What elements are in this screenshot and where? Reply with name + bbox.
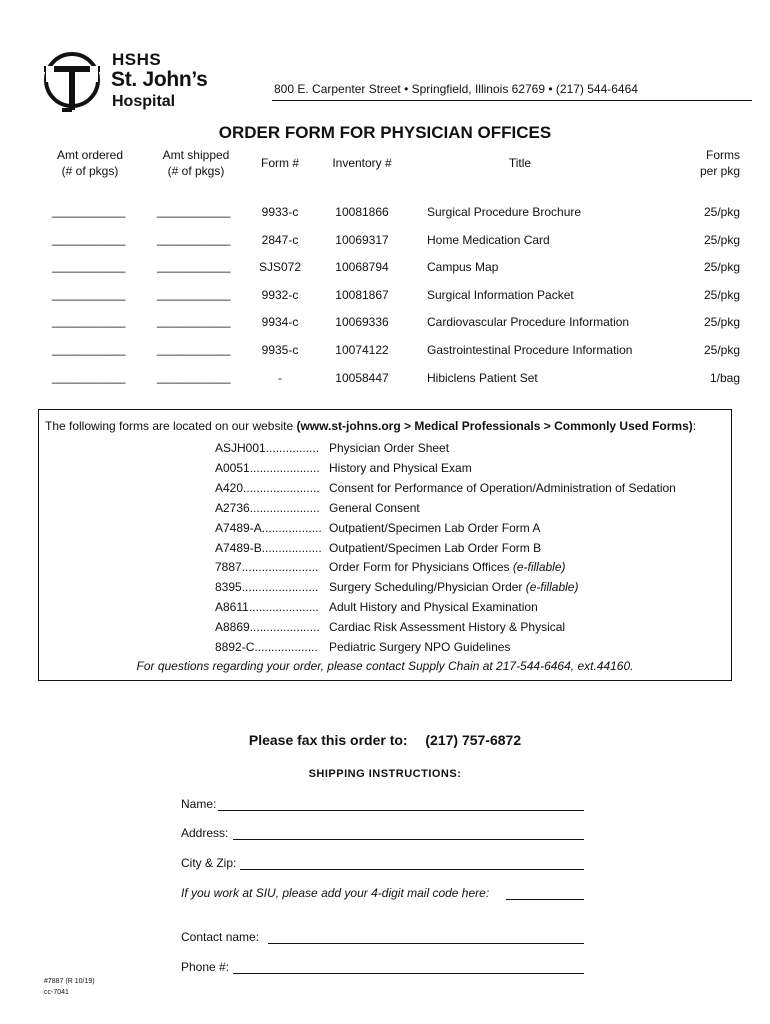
col-header-forms-per-line1: Forms bbox=[706, 148, 740, 162]
address-field[interactable] bbox=[233, 839, 584, 840]
amt-ordered-field[interactable]: ___________ bbox=[52, 314, 126, 328]
col-header-forms-per-line2: per pkg bbox=[699, 164, 740, 178]
row-inventory-number: 10058447 bbox=[335, 371, 389, 385]
hospital-logo-icon bbox=[42, 48, 102, 118]
name-field-label: Name: bbox=[181, 797, 217, 811]
website-form-code-text: A2736 bbox=[215, 500, 250, 515]
leader-dots: .................. bbox=[261, 540, 322, 555]
row-title: Cardiovascular Procedure Information bbox=[427, 315, 630, 329]
amt-ordered-field[interactable]: ___________ bbox=[52, 232, 126, 246]
row-forms-per-pkg: 25/pkg bbox=[703, 343, 740, 357]
website-form-code-text: ASJH001 bbox=[215, 441, 266, 455]
fax-number: (217) 757-6872 bbox=[425, 732, 522, 748]
row-forms-per-pkg: 25/pkg bbox=[703, 205, 740, 219]
amt-ordered-field[interactable]: ___________ bbox=[52, 204, 126, 218]
leader-dots: ....................... bbox=[241, 560, 319, 575]
row-inventory-number: 10069336 bbox=[335, 315, 389, 329]
row-inventory-number: 10074122 bbox=[335, 343, 389, 357]
amt-ordered-field[interactable]: ___________ bbox=[52, 287, 126, 301]
row-forms-per-pkg: 1/bag bbox=[709, 371, 740, 385]
website-form-code bbox=[215, 461, 320, 475]
website-form-code bbox=[215, 481, 320, 495]
amt-shipped-field[interactable]: ___________ bbox=[157, 287, 231, 301]
website-form-title-text: Adult History and Physical Examination bbox=[329, 600, 538, 615]
amt-ordered-field[interactable]: ___________ bbox=[52, 342, 126, 356]
amt-ordered-field[interactable]: ___________ bbox=[52, 370, 126, 384]
city-zip-field[interactable] bbox=[240, 869, 584, 870]
website-form-code bbox=[215, 580, 318, 594]
website-form-title-text: Order Form for Physicians Offices bbox=[329, 560, 513, 575]
row-inventory-number: 10081866 bbox=[335, 205, 389, 219]
website-form-title[interactable] bbox=[329, 640, 510, 654]
hospital-address: 800 E. Carpenter Street • Springfield, Illinois 62769 • (217) 544-6464 bbox=[274, 82, 638, 96]
website-form-code-text: A0051 bbox=[215, 460, 250, 475]
form-title: ORDER FORM FOR PHYSICIAN OFFICES bbox=[218, 123, 552, 142]
amt-shipped-field[interactable]: ___________ bbox=[157, 314, 231, 328]
logo-hospital-word: Hospital bbox=[112, 93, 176, 110]
row-title: Surgical Procedure Brochure bbox=[427, 205, 582, 219]
phone-field[interactable] bbox=[233, 973, 584, 974]
website-form-title[interactable] bbox=[329, 481, 676, 495]
fillable-note: (e-fillable) bbox=[512, 560, 566, 575]
row-title: Gastrointestinal Procedure Information bbox=[427, 343, 633, 357]
shipping-heading: SHIPPING INSTRUCTIONS: bbox=[308, 768, 462, 780]
amt-ordered-field[interactable]: ___________ bbox=[52, 259, 126, 273]
website-form-title[interactable] bbox=[329, 521, 540, 535]
website-form-code bbox=[215, 521, 322, 535]
city-zip-field-label: City & Zip: bbox=[181, 856, 237, 870]
website-form-title[interactable] bbox=[329, 560, 566, 574]
row-inventory-number: 10068794 bbox=[335, 260, 389, 274]
website-form-code bbox=[215, 501, 320, 515]
logo-hshs-text: HSHS bbox=[112, 50, 162, 69]
row-form-number: - bbox=[278, 371, 282, 385]
website-form-title[interactable] bbox=[329, 461, 472, 475]
website-form-title-text: Consent for Performance of Operation/Administration of Sedation bbox=[329, 480, 676, 495]
row-forms-per-pkg: 25/pkg bbox=[703, 233, 740, 247]
row-form-number: 9933-c bbox=[261, 205, 299, 219]
leader-dots: ..................... bbox=[249, 460, 320, 475]
row-title: Surgical Information Packet bbox=[427, 288, 574, 302]
phone-field-label: Phone #: bbox=[181, 960, 230, 974]
website-form-title[interactable] bbox=[329, 501, 420, 515]
col-header-inventory: Inventory # bbox=[332, 156, 392, 170]
leader-dots: .................. bbox=[261, 520, 322, 535]
website-form-code bbox=[215, 560, 318, 574]
amt-shipped-field[interactable]: ___________ bbox=[157, 259, 231, 273]
amt-shipped-field[interactable]: ___________ bbox=[157, 342, 231, 356]
row-inventory-number: 10069317 bbox=[335, 233, 389, 247]
fax-label: Please fax this order to: bbox=[248, 732, 408, 748]
row-title: Hibiclens Patient Set bbox=[427, 371, 538, 385]
website-form-title-text: Outpatient/Specimen Lab Order Form B bbox=[329, 540, 542, 555]
row-inventory-number: 10081867 bbox=[335, 288, 389, 302]
website-form-title[interactable] bbox=[329, 580, 578, 594]
row-form-number: 9932-c bbox=[261, 288, 299, 302]
contact-name-label: Contact name: bbox=[181, 930, 260, 944]
website-form-title[interactable] bbox=[329, 441, 449, 455]
website-form-title-text: Pediatric Surgery NPO Guidelines bbox=[329, 640, 511, 654]
supply-chain-note: For questions regarding your order, please contact Supply Chain at 217-544-6464, ext.44160. bbox=[136, 659, 634, 673]
leader-dots: ..................... bbox=[249, 500, 320, 515]
website-form-code bbox=[215, 541, 322, 555]
col-header-forms-per-pkg bbox=[660, 147, 740, 179]
website-form-title[interactable] bbox=[329, 620, 565, 634]
row-title: Campus Map bbox=[427, 260, 499, 274]
website-form-code-text: 7887 bbox=[215, 560, 242, 575]
name-field[interactable] bbox=[218, 810, 584, 811]
amt-shipped-field[interactable]: ___________ bbox=[157, 232, 231, 246]
website-form-code-text: A8611 bbox=[215, 600, 249, 615]
row-title: Home Medication Card bbox=[427, 233, 550, 247]
leader-dots: ....................... bbox=[243, 480, 320, 495]
col-header-amt-shipped-line1: Amt shipped bbox=[162, 148, 230, 162]
website-form-title[interactable] bbox=[329, 541, 541, 555]
website-form-code-text: A8869 bbox=[215, 620, 250, 635]
website-form-title-text: Outpatient/Specimen Lab Order Form A bbox=[329, 520, 541, 535]
row-forms-per-pkg: 25/pkg bbox=[703, 288, 740, 302]
col-header-amt-ordered bbox=[40, 147, 140, 179]
website-form-code bbox=[215, 620, 320, 634]
siu-mail-code-label: If you work at SIU, please add your 4-digit mail code here: bbox=[181, 886, 490, 900]
amt-shipped-field[interactable]: ___________ bbox=[157, 204, 231, 218]
col-header-amt-ordered-line1: Amt ordered bbox=[56, 148, 124, 162]
website-form-title-text: General Consent bbox=[329, 500, 420, 515]
col-header-title: Title bbox=[508, 156, 532, 170]
leader-dots: ....................... bbox=[241, 580, 319, 595]
leader-dots: ..................... bbox=[248, 600, 319, 615]
contact-name-field[interactable] bbox=[268, 943, 584, 944]
row-forms-per-pkg: 25/pkg bbox=[703, 315, 740, 329]
website-form-code-text: A7489-A bbox=[215, 520, 262, 535]
website-form-code-text: 8395 bbox=[215, 580, 242, 595]
col-header-amt-shipped bbox=[145, 147, 247, 179]
website-path-link[interactable]: (www.st-johns.org > Medical Professionals > Commonly Used Forms) bbox=[296, 419, 693, 433]
address-field-label: Address: bbox=[181, 826, 229, 840]
form-code: cc-7041 bbox=[44, 989, 69, 996]
website-form-code-text: 8892-C bbox=[215, 640, 255, 654]
col-header-amt-shipped-line2: (# of pkgs) bbox=[167, 164, 225, 178]
website-form-code-text: A7489-B bbox=[215, 540, 262, 555]
amt-shipped-field[interactable]: ___________ bbox=[157, 370, 231, 384]
row-form-number: 9934-c bbox=[261, 315, 299, 329]
website-form-code bbox=[215, 441, 319, 455]
website-intro-text: The following forms are located on our website bbox=[45, 419, 297, 433]
leader-dots: ..................... bbox=[249, 620, 320, 635]
website-form-title-text: Surgery Scheduling/Physician Order bbox=[329, 580, 526, 595]
logo-hospital-name: St. John’s bbox=[111, 68, 208, 91]
fillable-note: (e-fillable) bbox=[525, 580, 579, 595]
website-form-title[interactable] bbox=[329, 600, 538, 614]
header-divider bbox=[272, 100, 752, 101]
leader-dots: ................ bbox=[265, 441, 320, 455]
website-form-code bbox=[215, 600, 319, 614]
row-form-number: SJS072 bbox=[258, 260, 302, 274]
col-header-form: Form # bbox=[260, 156, 299, 170]
website-form-title-text: History and Physical Exam bbox=[329, 460, 472, 475]
row-forms-per-pkg: 25/pkg bbox=[703, 260, 740, 274]
website-intro bbox=[45, 419, 696, 433]
website-form-code-text: A420 bbox=[215, 480, 244, 495]
website-intro-colon: : bbox=[692, 419, 697, 433]
row-form-number: 2847-c bbox=[261, 233, 299, 247]
fax-instruction bbox=[0, 732, 770, 748]
col-header-amt-ordered-line2: (# of pkgs) bbox=[61, 164, 119, 178]
form-number: #7887 (R 10/19) bbox=[44, 978, 95, 985]
website-form-title-text: Physician Order Sheet bbox=[329, 441, 450, 455]
siu-mail-code-field[interactable] bbox=[506, 899, 584, 900]
row-form-number: 9935-c bbox=[261, 343, 299, 357]
website-form-code bbox=[215, 640, 318, 654]
website-form-title-text: Cardiac Risk Assessment History & Physical bbox=[329, 620, 566, 635]
leader-dots: ................... bbox=[254, 640, 318, 654]
